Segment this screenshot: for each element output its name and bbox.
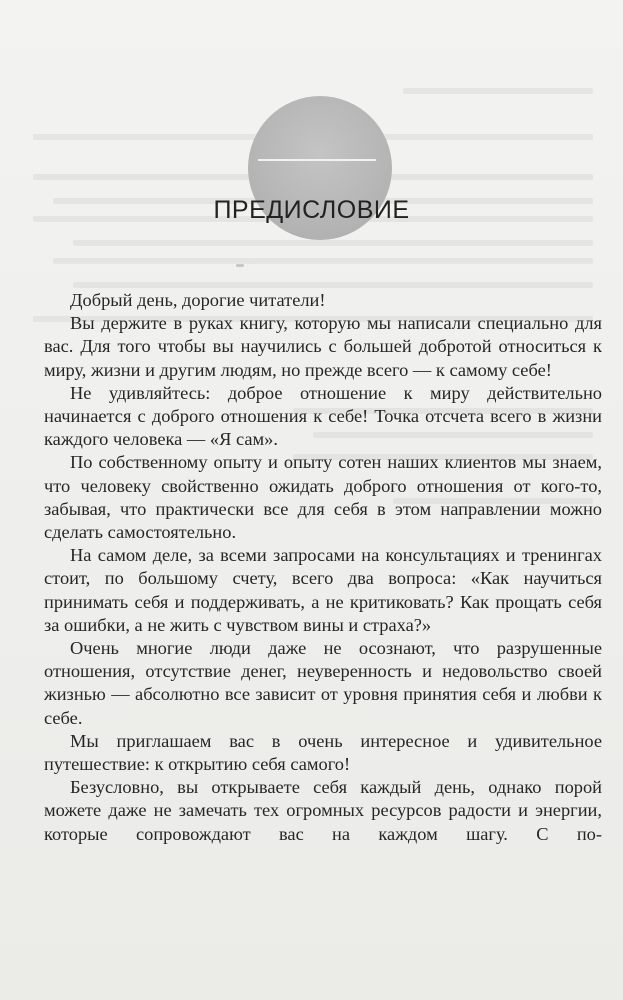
page-title: ПРЕДИСЛОВИЕ [213, 196, 410, 224]
paragraph: По собственному опыту и опыту сотен наших клиентов мы знаем, что человеку свойственно ожидать доброго отношения от кого-то, забывая, что практически все для себя в этом направлении можно сделать самостоятельно. [44, 452, 602, 543]
paragraph: Не удивляйтесь: доброе отношение к миру действительно начинается с доброго отношения к себе! Точка отсчета всего в жизни каждого человека — «Я сам». [44, 382, 602, 450]
bleed-line [73, 282, 593, 288]
bleed-line [73, 240, 593, 246]
paragraph: Мы приглашаем вас в очень интересное и удивительное путешествие: к открытию себя самого! [44, 730, 602, 775]
paragraph: Безусловно, вы открываете себя каждый день, однако порой можете даже не замечать тех огромных ресурсов радости и энергии, которые сопровождают вас на каждом шагу. С по- [44, 777, 602, 844]
print-smudge [236, 264, 244, 267]
chapter-header-rule [258, 159, 376, 161]
paragraph: Очень многие люди даже не осознают, что разрушенные отношения, отсутствие денег, неуверенность и недовольство своей жизнью — абсолютно все зависит от уровня принятия себя и любви к себе. [44, 638, 602, 728]
paragraph: На самом деле, за всеми запросами на консультациях и тренингах стоит, по большому счету, всего два вопроса: «Как научиться принимать себя и поддерживать, а не критиковать? Как прощать себя за ошибки, а не жить с чувством вины и страха?» [44, 545, 602, 635]
paragraph: Добрый день, дорогие читатели! [70, 290, 326, 310]
body-text [44, 289, 602, 846]
paragraph: Вы держите в руках книгу, которую мы написали специально для вас. Для того чтобы вы научились с большей добротой относиться к миру, жизни и другим людям, но прежде всего — к самому себе! [44, 313, 602, 380]
bleed-line [53, 258, 593, 264]
bleed-line [403, 88, 593, 94]
